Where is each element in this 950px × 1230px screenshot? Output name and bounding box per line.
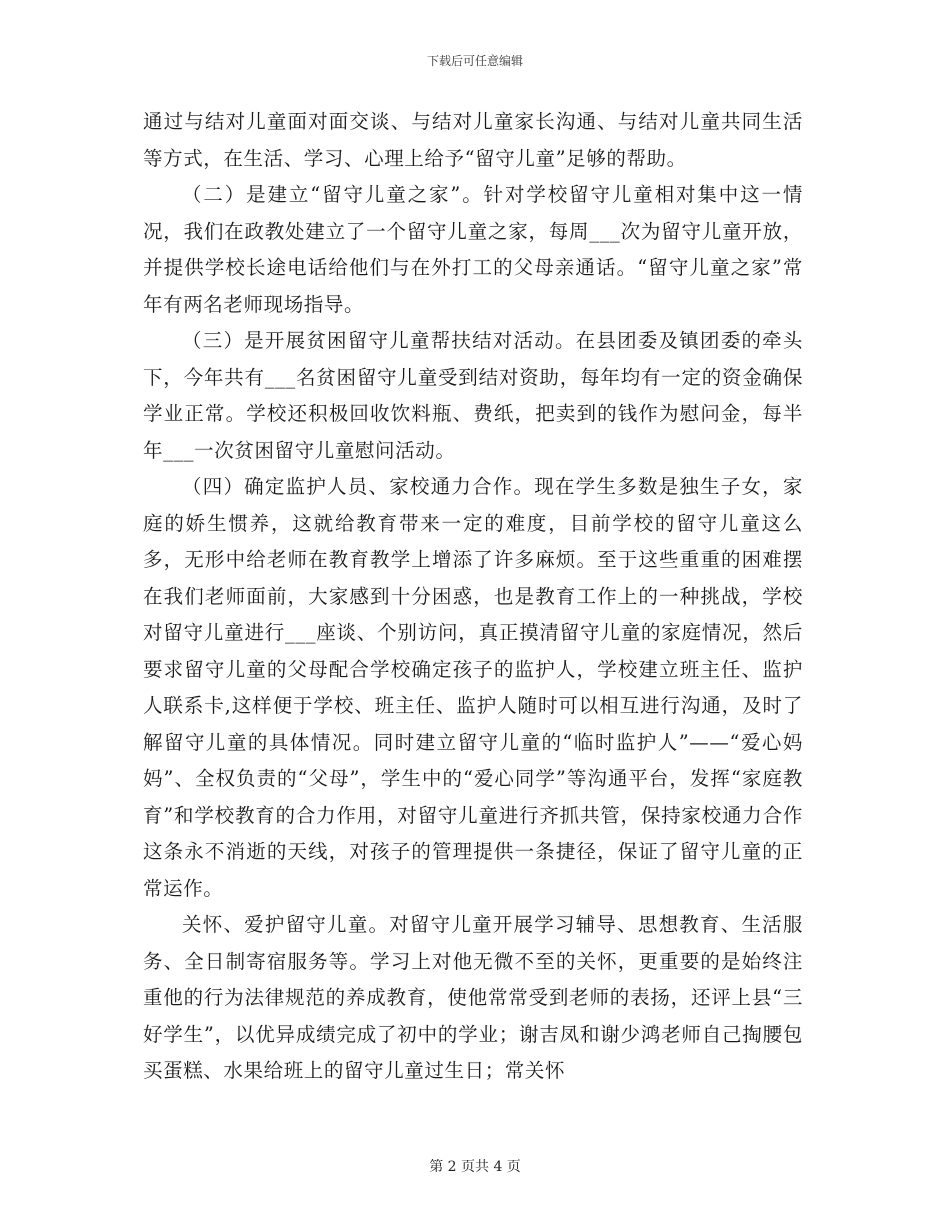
paragraph-care: 关怀、爱护留守儿童。对留守儿童开展学习辅导、思想教育、生活服务、全日制寄宿服务等。学习上对他无微不至的关怀，更重要的是始终注重他的行为法律规范的养成教育，使他常常受到老师的表扬，还评上县“三好学生”，以优异成绩完成了初中的学业；谢吉凤和谢少鸿老师自己掏腰包买蛋糕、水果给班上的留守儿童过生日；常关怀 [143, 913, 803, 1082]
paragraph-section-4: （四）确定监护人员、家校通力合作。现在学生多数是独生子女，家庭的娇生惯养，这就给教育带来一定的难度，目前学校的留守儿童这么多，无形中给老师在教育教学上增添了许多麻烦。至于这些重重的困难摆在我们老师面前，大家感到十分困惑，也是教育工作上的一种挑战，学校对留守儿童进行___座谈、个别访问，真正摸清留守儿童的家庭情况，然后要求留守儿童的父母配合学校确定孩子的监护人，学校建立班主任、监护人联系卡,这样便于学校、班主任、监护人随时可以相互进行沟通，及时了解留守儿童的具体情况。同时建立留守儿童的“临时监护人”——“爱心妈妈”、全权负责的“父母”，学生中的“爱心同学”等沟通平台，发挥“家庭教育”和学校教育的合力作用，对留守儿童进行齐抓共管，保持家校通力合作这条永不消逝的天线，对孩子的管理提供一条捷径，保证了留守儿童的正常运作。 [143, 475, 803, 900]
page-header [0, 52, 950, 69]
paragraph-section-3: （三）是开展贫困留守儿童帮扶结对活动。在县团委及镇团委的牵头下，今年共有___名贫困留守儿童受到结对资助，每年均有一定的资金确保学业正常。学校还积极回收饮料瓶、费纸，把卖到的钱作为慰问金，每半年___一次贫困留守儿童慰问活动。 [143, 329, 803, 462]
paragraph-section-2: （二）是建立“留守儿童之家”。针对学校留守儿童相对集中这一情况，我们在政教处建立了一个留守儿童之家，每周___次为留守儿童开放，并提供学校长途电话给他们与在外打工的父母亲通话。“留守儿童之家”常年有两名老师现场指导。 [143, 183, 803, 316]
document-body [143, 104, 803, 1090]
header-note: 下载后可任意编辑 [426, 54, 523, 68]
paragraph-continuation: 通过与结对儿童面对面交谈、与结对儿童家长沟通、与结对儿童共同生活等方式，在生活、学习、心理上给予“留守儿童”足够的帮助。 [143, 110, 803, 170]
page-footer [0, 1156, 950, 1176]
page-number: 第 2 页共 4 页 [429, 1159, 521, 1175]
